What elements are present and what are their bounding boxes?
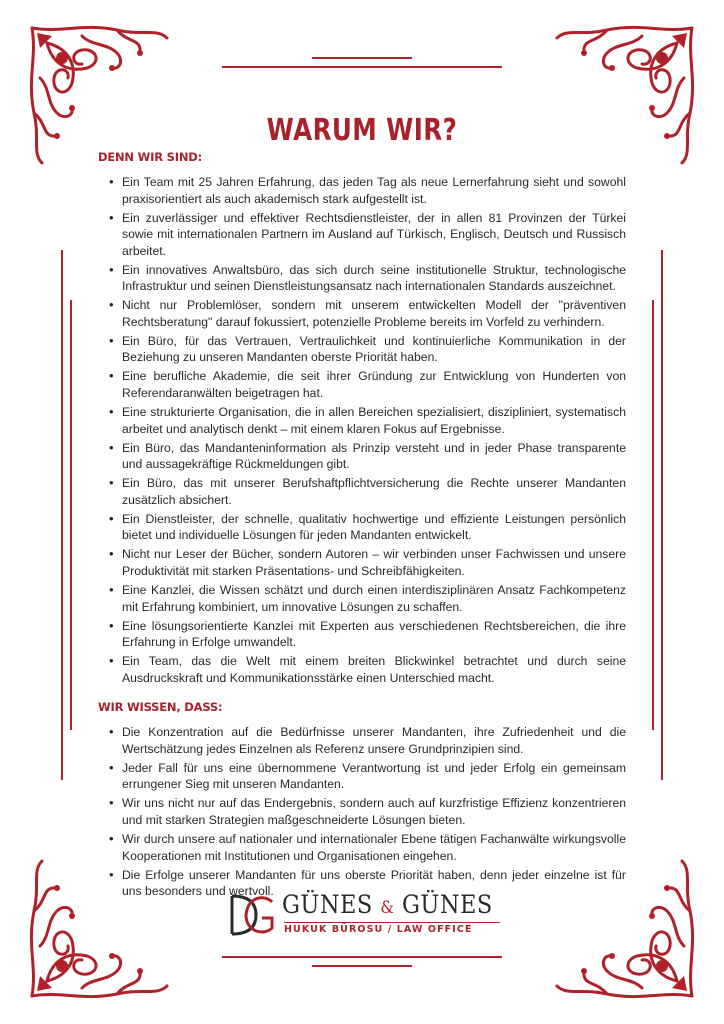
bottom-frame-line-short [312, 965, 412, 967]
logo-subtitle: HUKUK BÜROSU / LAW OFFICE [284, 922, 500, 935]
list-item: • Nicht nur Leser der Bücher, sondern Autoren – wir verbinden unser Fachwissen und unsere Produktivität mit starken Präsentations- und Schreibfähigkeiten. [110, 546, 626, 579]
bottom-frame-line-long [222, 956, 502, 958]
list-item: • Wir durch unsere auf nationaler und internationaler Ebene tätigen Fachanwälte wirkungsvolle Kooperationen mit Institutionen und Organisationen eingehen. [110, 831, 626, 864]
main-content [98, 150, 626, 902]
list-item: • Die Erfolge unserer Mandanten für uns oberste Priorität haben, denn jeder einzelne ist für uns besonders und wertvoll. [110, 867, 626, 900]
right-frame-line-inner [652, 300, 654, 730]
list-item: • Ein Büro, für das Vertrauen, Vertraulichkeit und kontinuierliche Kommunikation in der Beziehung zu unseren Mandanten oberste Priorität haben. [110, 333, 626, 366]
logo-ampersand: & [380, 898, 395, 918]
list-item: • Eine Kanzlei, die Wissen schätzt und durch einen interdisziplinären Ansatz Fachkompetenz mit Erfahrung kombiniert, um innovative Lösungen zu schaffen. [110, 582, 626, 615]
list-item: • Eine lösungsorientierte Kanzlei mit Experten aus verschiedenen Rechtsbereichen, die ihre Erfahrung in Erfolge umwandelt. [110, 618, 626, 651]
dg-monogram-icon [226, 892, 276, 938]
section-heading-wir-wissen-dass: WIR WISSEN, DASS: [98, 700, 223, 715]
left-frame-line-outer [61, 250, 63, 780]
company-logo [226, 890, 506, 940]
page-title: WARUM WIR? [266, 113, 458, 149]
list-item: • Nicht nur Problemlöser, sondern mit unserem entwickelten Modell der "präventiven Rechtsberatung" darauf fokussiert, potenzielle Probleme bereits im Vorfeld zu verhindern. [110, 297, 626, 330]
list-item: • Ein Dienstleister, der schnelle, qualitativ hochwertige und effiziente Leistungen persönlich bietet und individuelle Lösungen für jeden Mandanten entwickelt. [110, 511, 626, 544]
list-item: • Ein zuverlässiger und effektiver Rechtsdienstleister, der in allen 81 Provinzen der Türkei sowie mit internationalen Partnern im Ausland auf Türkisch, Englisch, Deutsch und Russisch arbeitet. [110, 210, 626, 260]
list-item: • Ein Team mit 25 Jahren Erfahrung, das jeden Tag als neue Lernerfahrung sieht und sowohl praxisorientiert als auch akademisch stark aufgestellt ist. [110, 174, 626, 207]
list-item: • Eine strukturierte Organisation, die in allen Bereichen spezialisiert, diszipliniert, systematisch arbeitet und analytisch denkt – mit einem klaren Fokus auf Ergebnisse. [110, 404, 626, 437]
logo-name-part2: GÜNES [402, 890, 493, 919]
list-item: • Wir uns nicht nur auf das Endergebnis, sondern auch auf kurzfristige Effizienz konzentrieren und mit starken Strategien maßgeschneiderte Lösungen bieten. [110, 795, 626, 828]
top-frame-line-long [222, 66, 502, 68]
logo-name-part1: GÜNES [282, 890, 373, 919]
list-item: • Ein Büro, das Mandanteninformation als Prinzip versteht und in jeder Phase transparente und aussagekräftige Rückmeldungen gibt. [110, 440, 626, 473]
list-item: • Die Konzentration auf die Bedürfnisse unserer Mandanten, ihre Zufriedenheit und die Wertschätzung jedes Einzelnen als Referenz unsere Grundprinzipien sind. [110, 724, 626, 757]
section2-list [98, 724, 626, 899]
list-item: • Ein Büro, das mit unserer Berufshaftpflichtversicherung die Rechte unserer Mandanten zusätzlich absichert. [110, 475, 626, 508]
logo-name [282, 890, 493, 919]
list-item: • Jeder Fall für uns eine übernommene Verantwortung ist und jeder Erfolg ein gemeinsam errungener Sieg mit unseren Mandanten. [110, 760, 626, 793]
section1-list [98, 174, 626, 686]
list-item: • Ein Team, das die Welt mit einem breiten Blickwinkel betrachtet und durch seine Ausdruckskraft und Kommunikationsstärke einen Unterschied macht. [110, 653, 626, 686]
list-item: • Eine berufliche Akademie, die seit ihrer Gründung zur Entwicklung von Hunderten von Referendaranwälten beigetragen hat. [110, 368, 626, 401]
section-heading-denn-wir-sind: DENN WIR SIND: [98, 150, 203, 164]
top-frame-line-short [312, 57, 412, 59]
list-item: • Ein innovatives Anwaltsbüro, das sich durch seine institutionelle Struktur, technologische Infrastruktur und seinen Dienstleistungsansatz nach internationalen Standards auszeichnet. [110, 262, 626, 295]
left-frame-line-inner [70, 300, 72, 730]
right-frame-line-outer [661, 250, 663, 780]
